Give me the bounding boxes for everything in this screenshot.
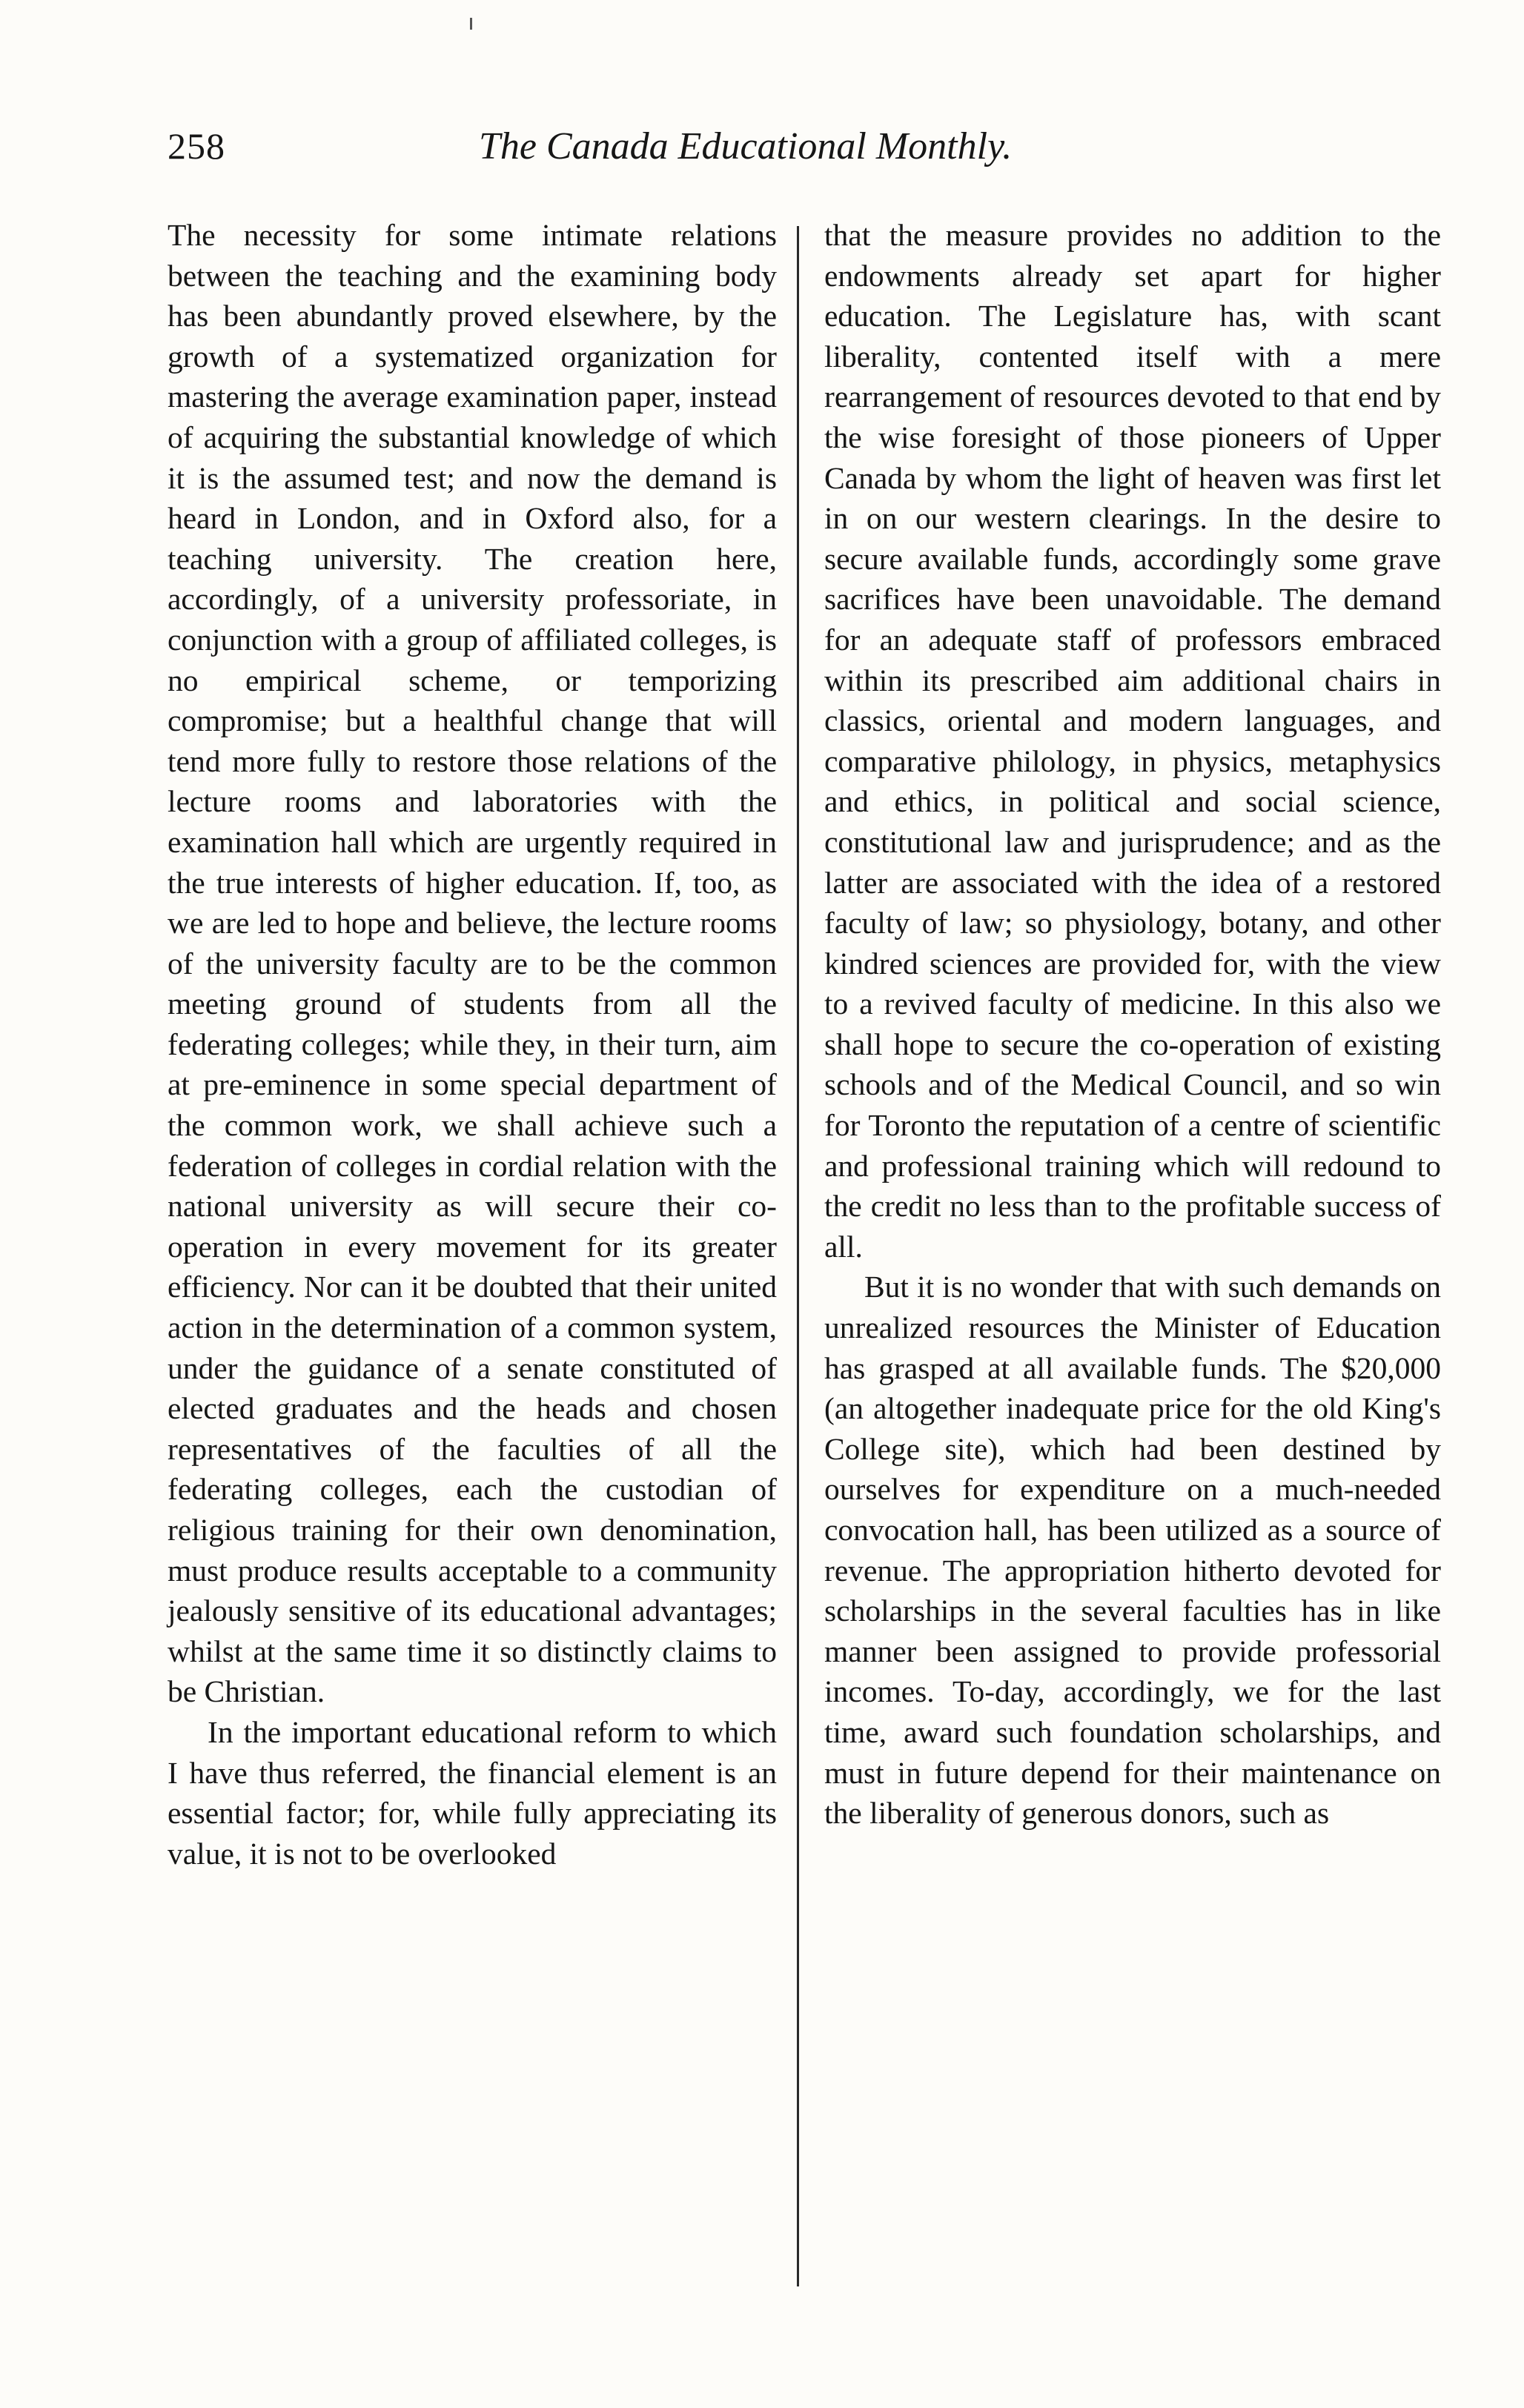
right-column <box>824 215 1441 1834</box>
column-divider <box>797 226 799 2286</box>
page-number: 258 <box>168 125 225 167</box>
right-paragraph-1: that the measure provides no addition to the endowments already set apart for higher education. The Legislature has, with scant liberality, contented itself with a mere rearrangement of resources devoted to that end by the wise foresight of those pioneers of Upper Canada by whom the light of heaven was first let in on our western clearings. In the desire to secure available funds, accordingly some grave sacrifices have been unavoidable. The demand for an adequate staff of professors embraced within its prescribed aim additional chairs in classics, oriental and modern languages, and comparative philology, in physics, metaphysics and ethics, in political and social science, constitutional law and jurisprudence; and as the latter are associated with the idea of a restored faculty of law; so physiology, botany, and other kindred sciences are provided for, with the view to a revived faculty of medicine. In this also we shall hope to secure the co-operation of existing schools and of the Medical Council, and so win for Toronto the reputation of a centre of scientific and professional training which will redound to the credit no less than to the profitable success of all. <box>824 218 1441 1264</box>
right-paragraph-2: But it is no wonder that with such demands on unrealized resources the Minister of Education has grasped at all available funds. The $20,000 (an altogether inadequate price for the old King's College site), which had been destined by ourselves for expenditure on a much-needed convocation hall, has been utilized as a source of revenue. The appropriation hitherto devoted for scholarships in the several faculties has in like manner been assigned to provide professorial incomes. To-day, accordingly, we for the last time, award such foundation scholarships, and must in future depend for their maintenance on the liberality of generous donors, such as <box>824 1270 1441 1831</box>
page-header <box>168 125 1428 176</box>
left-column <box>168 215 777 1874</box>
left-paragraph-1: The necessity for some intimate relations between the teaching and the examining body has been abundantly proved elsewhere, by the growth of a systematized organization for mastering the average examination paper, instead of acquiring the substantial knowledge of which it is the assumed test; and now the demand is heard in London, and in Oxford also, for a teaching university. The creation here, accordingly, of a university professoriate, in conjunction with a group of affiliated colleges, is no empirical scheme, or temporizing compromise; but a healthful change that will tend more fully to restore those relations of the lecture rooms and laboratories with the examination hall which are urgently required in the true interests of higher education. If, too, as we are led to hope and believe, the lecture rooms of the university faculty are to be the common meeting ground of students from all the federating colleges; while they, in their turn, aim at pre-eminence in some special department of the common work, we shall achieve such a federation of colleges in cordial relation with the national university as will secure their co-operation in every movement for its greater efficiency. Nor can it be doubted that their united action in the determination of a common system, under the guidance of a senate constituted of elected graduates and the heads and chosen representatives of the faculties of all the federating colleges, each the custodian of religious training for their own denomination, must produce results acceptable to a community jealously sensitive of its educational advantages; whilst at the same time it so distinctly claims to be Christian. <box>168 218 777 1709</box>
running-title: The Canada Educational Monthly. <box>479 125 1013 168</box>
left-paragraph-2: In the important educational reform to which I have thus referred, the financial element is an essential factor; for, while fully appreciating its value, it is not to be overlooked <box>168 1714 777 1871</box>
stray-print-mark <box>470 18 472 30</box>
